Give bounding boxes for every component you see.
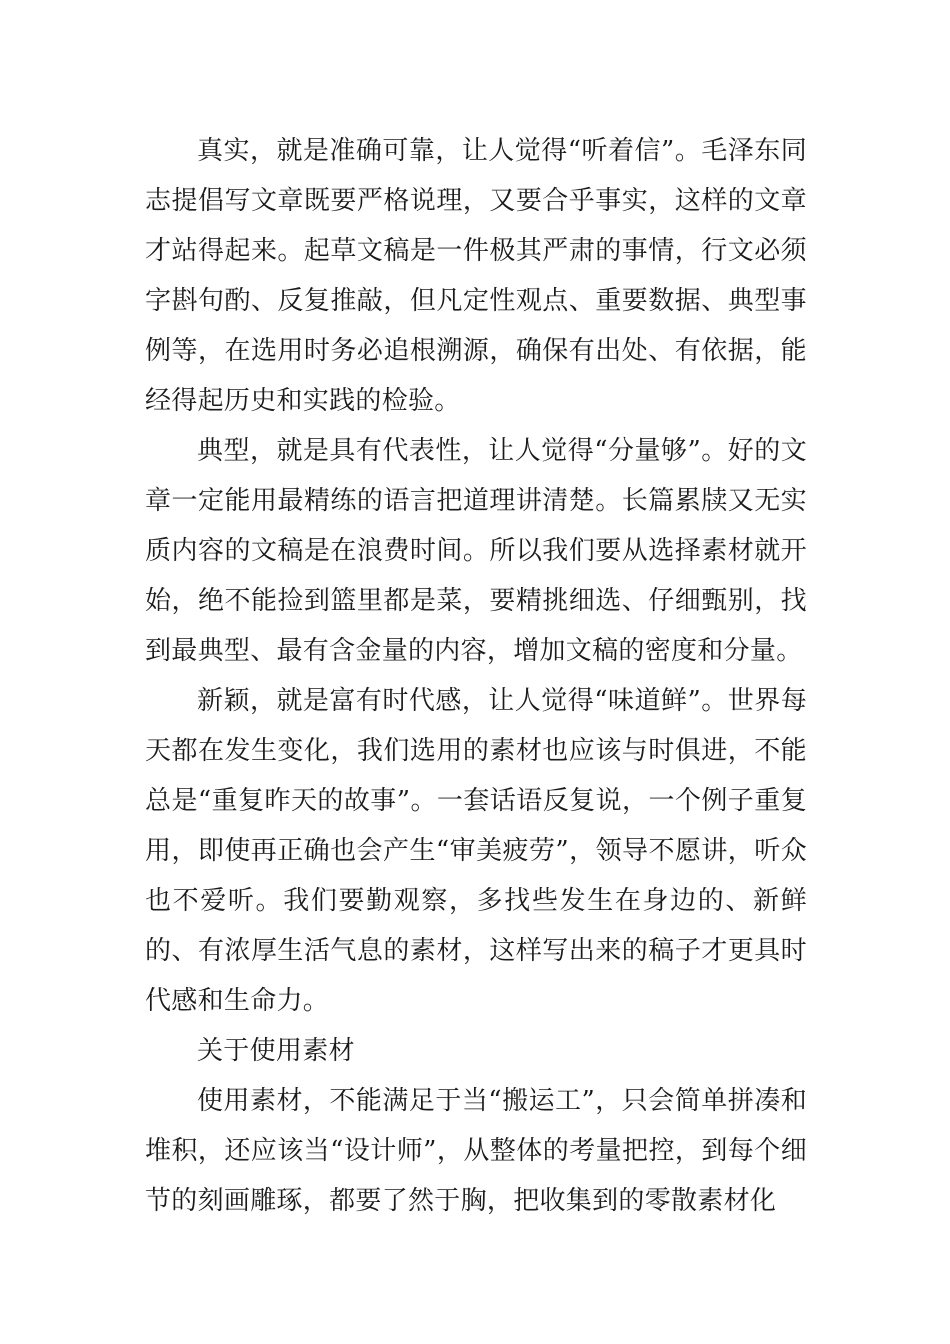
paragraph-novel: 新颖，就是富有时代感，让人觉得“味道鲜”。世界每天都在发生变化，我们选用的素材也应该与时俱进，不能总是“重复昨天的故事”。一套话语反复说，一个例子重复用，即使再正确也会产生“审美疲劳”，领导不愿讲，听众也不爱听。我们要勤观察，多找些发生在身边的、新鲜的、有浓厚生活气息的素材，这样写出来的稿子才更具时代感和生命力。	[145, 686, 807, 1016]
paragraph-using-materials: 使用素材，不能满足于当“搬运工”，只会简单拼凑和堆积，还应该当“设计师”，从整体的考量把控，到每个细节的刻画雕琢，都要了然于胸，把收集到的零散素材化	[145, 1086, 807, 1216]
paragraph-truthful: 真实，就是准确可靠，让人觉得“听着信”。毛泽东同志提倡写文章既要严格说理，又要合乎事实，这样的文章才站得起来。起草文稿是一件极其严肃的事情，行文必须字斟句酌、反复推敲，但凡定性观点、重要数据、典型事例等，在选用时务必追根溯源，确保有出处、有依据，能经得起历史和实践的检验。	[145, 136, 807, 416]
paragraph-typical: 典型，就是具有代表性，让人觉得“分量够”。好的文章一定能用最精练的语言把道理讲清楚。长篇累牍又无实质内容的文稿是在浪费时间。所以我们要从选择素材就开始，绝不能捡到篮里都是菜，要精挑细选、仔细甄别，找到最典型、最有含金量的内容，增加文稿的密度和分量。	[145, 436, 807, 666]
document-body	[145, 126, 807, 1226]
section-heading: 关于使用素材	[197, 1036, 355, 1066]
